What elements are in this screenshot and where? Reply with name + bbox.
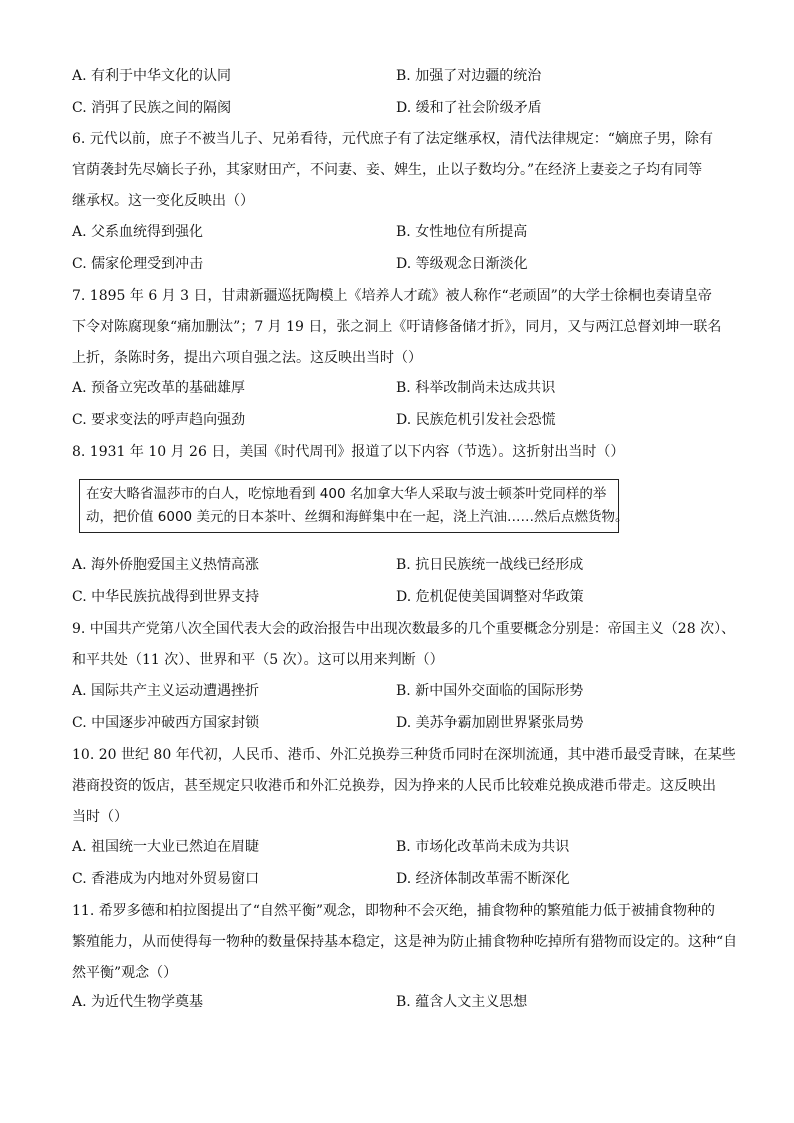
- q10-stem-line: 港商投资的饭店，甚至规定只收港币和外汇兑换券，因为挣来的人民币比较难兑换成港币带走。这反映出: [72, 778, 716, 794]
- q8-quote-box: [79, 479, 629, 533]
- q10-options-row-1: [72, 835, 732, 859]
- q11-stem-line: 11. 希罗多德和柏拉图提出了“自然平衡”观念，即物种不会灭绝，捕食物种的繁殖能力低于被捕食物种的: [72, 903, 716, 919]
- q10-stem: [72, 740, 736, 833]
- q7-option-d[interactable]: D. 民族危机引发社会恐慌: [396, 412, 556, 428]
- q10-option-a[interactable]: A. 祖国统一大业已然迫在眉睫: [72, 839, 260, 855]
- q11-option-b[interactable]: B. 蕴含人文主义思想: [396, 994, 528, 1010]
- q6-stem-line: 6. 元代以前，庶子不被当儿子、兄弟看待，元代庶子有了法定继承权，清代法律规定：“嫡庶子男，除有: [72, 131, 713, 147]
- q5-option-b[interactable]: B. 加强了对边疆的统治: [396, 68, 542, 84]
- q7-stem: [72, 281, 728, 374]
- q6-stem-line: 官荫袭封先尽嫡长子孙，其家财田产，不问妻、妾、婢生，止以子数均分。”在经济上妻妾之子均有同等: [72, 162, 703, 178]
- q8-option-a[interactable]: A. 海外侨胞爱国主义热情高涨: [72, 557, 260, 573]
- q6-options-row-1: [72, 220, 732, 244]
- q10-stem-line: 当时（）: [72, 809, 128, 825]
- q8-stem: [72, 437, 728, 468]
- q9-options-row-1: [72, 679, 732, 703]
- q7-stem-line: 下令对陈腐现象“痛加删汰”；7 月 19 日，张之洞上《吁请修备储才折》，同月，又与两江总督刘坤一联名: [72, 319, 722, 335]
- q8-stem-line: 8. 1931 年 10 月 26 日，美国《时代周刊》报道了以下内容（节选）。这折射出当时（）: [72, 444, 625, 460]
- q11-option-a[interactable]: A. 为近代生物学奠基: [72, 994, 204, 1010]
- q7-stem-line: 上折，条陈时务，提出六项自强之法。这反映出当时（）: [72, 350, 422, 366]
- q10-option-b[interactable]: B. 市场化改革尚未成为共识: [396, 839, 570, 855]
- q5-options-row-1: [72, 64, 732, 88]
- q5-option-d[interactable]: D. 缓和了社会阶级矛盾: [396, 100, 542, 116]
- q7-stem-line: 7. 1895 年 6 月 3 日，甘肃新疆巡抚陶模上《培养人才疏》被人称作“老顽固”的大学士徐桐也奏请皇帝: [72, 288, 712, 304]
- q8-options-row-2: [72, 585, 732, 609]
- q8-options-row-1: [72, 553, 732, 577]
- q11-stem-line: 然平衡”观念（）: [72, 965, 178, 981]
- q6-option-b[interactable]: B. 女性地位有所提高: [396, 224, 528, 240]
- q9-option-c[interactable]: C. 中国逐步冲破西方国家封锁: [72, 715, 260, 731]
- q6-stem-line: 继承权。这一变化反映出（）: [72, 193, 254, 209]
- q5-options-row-2: [72, 96, 732, 120]
- q6-stem: [72, 124, 728, 217]
- q8-option-b[interactable]: B. 抗日民族统一战线已经形成: [396, 557, 584, 573]
- q8-quote-line: 在安大略省温莎市的白人，吃惊地看到 400 名加拿大华人采取与波士顿茶叶党同样的举: [86, 486, 607, 502]
- q9-options-row-2: [72, 711, 732, 735]
- q5-option-a[interactable]: A. 有利于中华文化的认同: [72, 68, 232, 84]
- q5-option-c[interactable]: C. 消弭了民族之间的隔阂: [72, 100, 232, 116]
- q9-stem: [72, 614, 736, 676]
- q10-options-row-2: [72, 867, 732, 891]
- q6-options-row-2: [72, 252, 732, 276]
- q7-option-b[interactable]: B. 科举改制尚未达成共识: [396, 380, 556, 396]
- q8-option-c[interactable]: C. 中华民族抗战得到世界支持: [72, 589, 260, 605]
- q9-option-d[interactable]: D. 美苏争霸加剧世界紧张局势: [396, 715, 584, 731]
- q6-option-c[interactable]: C. 儒家伦理受到冲击: [72, 256, 204, 272]
- q7-option-a[interactable]: A. 预备立宪改革的基础雄厚: [72, 380, 246, 396]
- q7-options-row-1: [72, 376, 732, 400]
- q11-options-row-1: [72, 990, 732, 1014]
- q6-option-a[interactable]: A. 父系血统得到强化: [72, 224, 204, 240]
- q9-option-b[interactable]: B. 新中国外交面临的国际形势: [396, 683, 584, 699]
- q9-stem-line: 9. 中国共产党第八次全国代表大会的政治报告中出现次数最多的几个重要概念分别是：帝国主义（28 次）、: [72, 621, 736, 637]
- q11-stem-line: 繁殖能力，从而使得每一物种的数量保持基本稳定，这是神为防止捕食物种吃掉所有猎物而设定的。这种“自: [72, 934, 738, 950]
- q10-option-d[interactable]: D. 经济体制改革需不断深化: [396, 871, 570, 887]
- q8-option-d[interactable]: D. 危机促使美国调整对华政策: [396, 589, 584, 605]
- q10-option-c[interactable]: C. 香港成为内地对外贸易窗口: [72, 871, 260, 887]
- q10-stem-line: 10. 20 世纪 80 年代初，人民币、港币、外汇兑换券三种货币同时在深圳流通，其中港币最受青睐，在某些: [72, 747, 736, 763]
- q6-option-d[interactable]: D. 等级观念日渐淡化: [396, 256, 528, 272]
- q7-option-c[interactable]: C. 要求变法的呼声趋向强劲: [72, 412, 246, 428]
- q8-quote-line: 动，把价值 6000 美元的日本茶叶、丝绸和海鲜集中在一起，浇上汽油……然后点燃货物。: [86, 509, 629, 525]
- q9-option-a[interactable]: A. 国际共产主义运动遭遇挫折: [72, 683, 260, 699]
- q9-stem-line: 和平共处（11 次）、世界和平（5 次）。这可以用来判断（）: [72, 652, 444, 668]
- q7-options-row-2: [72, 408, 732, 432]
- q11-stem: [72, 896, 738, 989]
